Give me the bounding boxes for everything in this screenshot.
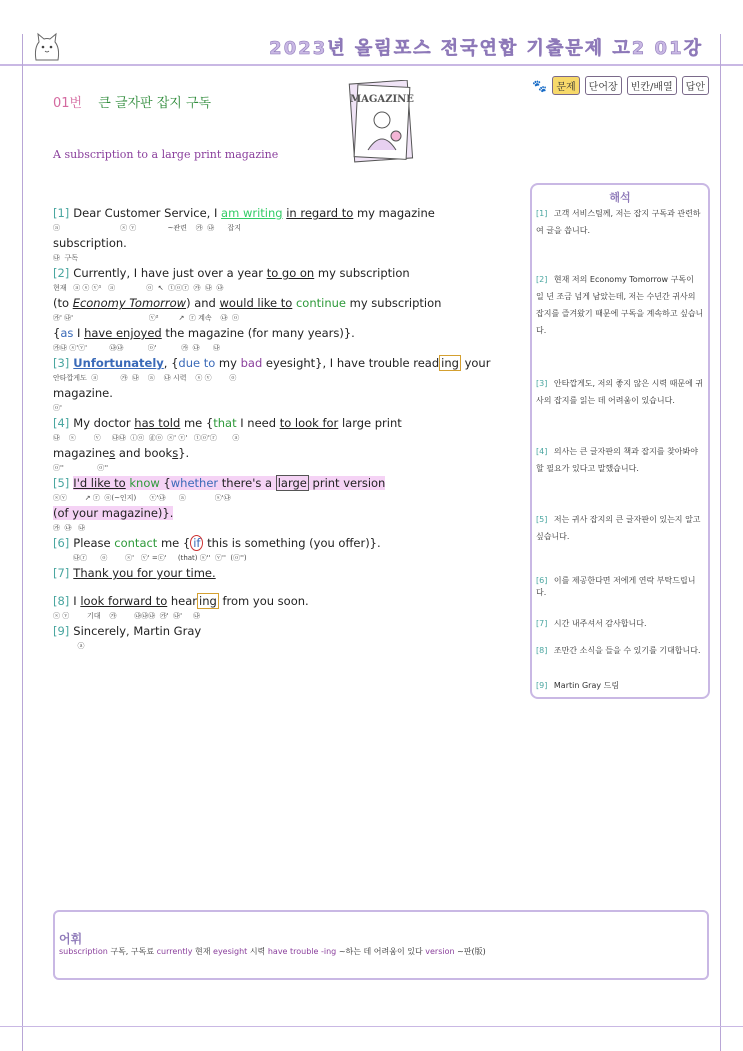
annotation-row: ㉯ⓡ ⓞ ⓢ' ⓥ' =ⓒ' (that) ⓢ'' ⓥ'' (ⓞ'') xyxy=(53,554,247,562)
sentence-1-line-2: subscription. xyxy=(53,236,127,250)
sentence-number: [4] xyxy=(53,416,70,430)
phrase-would-like-to: would like to xyxy=(219,296,293,310)
passage xyxy=(53,205,523,653)
text-span: there's a xyxy=(218,476,276,490)
annotation-row: ㉯ ⓢ ⓥ ㉯㉯ ⓘⓞ ⓓⓞ ⓢ' ⓥ' ⓣⓞ'ⓡ ⓐ xyxy=(53,434,240,442)
sentence-9-line-1 xyxy=(53,623,523,639)
translation-item xyxy=(532,677,708,694)
annotation-row: ⓞ'' ⓞ'' xyxy=(53,464,109,472)
text-span: the magazine (for many years)}. xyxy=(161,326,355,340)
translation-number: [9] xyxy=(536,681,548,690)
tab-answer[interactable]: 답안 xyxy=(682,76,709,95)
frame-bottom-rule xyxy=(0,1026,743,1027)
sentence-number: [6] xyxy=(53,536,70,550)
text-span: Please xyxy=(73,536,115,550)
translation-number: [8] xyxy=(536,646,548,655)
text-span: eyesight}, I have trouble read xyxy=(262,356,440,370)
translation-item xyxy=(532,271,708,339)
translation-item xyxy=(532,375,708,409)
phrase-has-told: has told xyxy=(134,416,181,430)
phrase-to-go-on: to go on xyxy=(266,266,315,280)
magazine-name: Economy Tomorrow xyxy=(72,296,187,310)
sentence-number: [3] xyxy=(53,356,70,370)
lesson-title-text: 큰 글자판 잡지 구독 xyxy=(98,96,212,111)
text-span: I xyxy=(73,594,81,608)
vocabulary-heading: 어휘 xyxy=(59,932,83,946)
text-span: Sincerely, Martin Gray xyxy=(73,624,202,638)
word-bad: bad xyxy=(240,356,263,370)
translation-panel xyxy=(530,183,710,699)
sentence-5-line-2 xyxy=(53,505,523,521)
word-contact: contact xyxy=(114,536,158,550)
translation-item xyxy=(532,575,708,599)
word-know: know xyxy=(129,476,160,490)
word-whether: whether xyxy=(170,476,219,490)
tab-vocab[interactable]: 단어장 xyxy=(585,76,622,95)
phrase-in-regard-to: in regard to xyxy=(286,206,354,220)
lesson-title xyxy=(53,92,211,111)
translation-text: 의사는 큰 글자판의 책과 잡지를 찾아봐야 할 필요가 있다고 말했습니다. xyxy=(536,447,698,473)
text-span: { xyxy=(53,326,61,340)
phrase-due-to: due to xyxy=(178,356,216,370)
sentence-number: [5] xyxy=(53,476,70,490)
text-span: (of your magazine)}. xyxy=(53,506,174,520)
vocab-word: have trouble -ing xyxy=(267,947,337,956)
sentence-6-line-1 xyxy=(53,535,523,551)
sentence-4-line-1 xyxy=(53,415,523,431)
text-span: Dear Customer Service, I xyxy=(73,206,222,220)
translation-text: 고객 서비스팀께, 저는 잡지 구독과 관련하여 글을 씁니다. xyxy=(536,209,701,235)
vocab-word: currently xyxy=(156,947,193,956)
phrase-id-like-to: I'd like to xyxy=(73,476,126,490)
frame-right-rule xyxy=(720,34,721,1051)
vocab-word: version xyxy=(425,947,455,956)
translation-item xyxy=(532,615,708,632)
vocab-word: subscription xyxy=(59,947,108,956)
translation-number: [1] xyxy=(536,209,548,218)
text-span: my subscription xyxy=(314,266,410,280)
translation-text: 조만간 소식을 들을 수 있기를 기대합니다. xyxy=(553,646,701,655)
text-span: , { xyxy=(163,356,179,370)
text-span: and book xyxy=(115,446,173,460)
tab-problem[interactable]: 문제 xyxy=(552,76,579,95)
translation-text: 안타깝게도, 저의 좋지 않은 시력 때문에 귀사의 잡지를 읽는 데 어려움이 있습니다. xyxy=(536,379,704,405)
suffix-ing: ing xyxy=(199,594,217,608)
translation-number: [2] xyxy=(536,275,548,284)
phrase-am-writing: am writing xyxy=(221,206,283,220)
vocab-meaning: 시력 xyxy=(249,947,266,956)
plural-s: s xyxy=(109,446,116,460)
sentence-number: [9] xyxy=(53,624,70,638)
annotation-row: ㉯ 구독 xyxy=(53,254,78,262)
paw-icon: 🐾 xyxy=(532,78,548,93)
word-as: as xyxy=(60,326,74,340)
text-span: me { xyxy=(157,536,191,550)
text-span: large print xyxy=(338,416,402,430)
text-span: this is something (you offer)}. xyxy=(203,536,381,550)
lesson-number: 01번 xyxy=(53,96,83,111)
translation-item xyxy=(532,645,708,657)
text-span: me { xyxy=(180,416,214,430)
translation-item xyxy=(532,443,708,477)
word-continue: continue xyxy=(295,296,346,310)
translation-text: 현재 저의 Economy Tomorrow 구독이 일 년 조금 넘게 남았는데, 저는 수년간 귀사의 잡지를 즐겨왔기 때문에 구독을 계속하고 싶습니다. xyxy=(536,275,704,335)
annotation-row: ㉮ ㉯ ㉯ xyxy=(53,524,86,532)
translation-text: 저는 귀사 잡지의 큰 글자판이 있는지 알고 싶습니다. xyxy=(536,515,701,541)
word-unfortunately: Unfortunately xyxy=(73,356,164,370)
annotation-row: ⓢⓥ ↗ ⓡ ⓞ(~인지) ⓥ'㉯ ⓐ ⓢ'㉯ xyxy=(53,494,231,502)
text-span: my xyxy=(215,356,241,370)
translation-number: [5] xyxy=(536,515,548,524)
sentence-1-line-1 xyxy=(53,205,523,221)
phrase-to-look-for: to look for xyxy=(279,416,339,430)
text-span: magazine xyxy=(53,446,110,460)
text-span: Thank you for your time. xyxy=(73,566,216,580)
sentence-5-line-1 xyxy=(53,475,523,491)
sentence-2-line-2 xyxy=(53,295,523,311)
translation-number: [3] xyxy=(536,379,548,388)
frame-left-rule xyxy=(22,34,23,1051)
text-span: my magazine xyxy=(353,206,435,220)
sentence-3-line-2: magazine. xyxy=(53,386,113,400)
annotation-row: ⓐ xyxy=(53,642,85,650)
lesson-subtitle: A subscription to a large print magazine xyxy=(53,148,279,161)
sentence-number: [7] xyxy=(53,566,70,580)
annotation-row: ㉮㉯ ⓢ'ⓥ' ㉯㉯ ⓞ' ㉮ ㉯ ㉯ xyxy=(53,344,221,352)
text-span: I need xyxy=(236,416,280,430)
phrase-look-forward-to: look forward to xyxy=(80,594,168,608)
magazine-illustration xyxy=(346,80,416,164)
text-span: ) and xyxy=(186,296,220,310)
text-span: My doctor xyxy=(73,416,135,430)
magazine-label: MAGAZINE xyxy=(350,94,414,105)
page-header-title: 2023년 올림포스 전국연합 기출문제 고2 01강 xyxy=(269,38,703,59)
text-span: my subscription xyxy=(345,296,442,310)
translation-number: [6] xyxy=(536,576,548,585)
annotation-row: ⓢ ⓥ 기대 ㉮ ㉯㉯㉯ ㉮' ㉯' ㉯ xyxy=(53,612,201,620)
vocab-meaning: ~하는 데 어려움이 있다 xyxy=(338,947,423,956)
tab-blank-order[interactable]: 빈칸/배열 xyxy=(627,76,677,95)
cat-logo-icon xyxy=(30,30,64,64)
text-span: print version xyxy=(308,476,386,490)
vocab-word: eyesight xyxy=(213,947,248,956)
annotation-row: 안타깝게도 ⓐ ㉮ ㉯ ⓐ ㉯ 시력 ⓢ ⓥ ⓞ xyxy=(53,374,237,382)
sentence-number: [1] xyxy=(53,206,70,220)
sentence-4-line-2 xyxy=(53,445,523,461)
translation-number: [4] xyxy=(536,447,548,456)
sentence-3-line-1 xyxy=(53,355,523,371)
translation-item xyxy=(532,205,708,239)
translation-heading: 해석 xyxy=(609,191,631,204)
translation-text: 이를 제공한다면 저에게 연락 부탁드립니다. xyxy=(536,576,696,597)
sentence-2-line-1 xyxy=(53,265,523,281)
sentence-8-line-1 xyxy=(53,593,523,609)
vocabulary-list xyxy=(59,946,486,957)
vocabulary-panel xyxy=(53,910,709,980)
word-if: if xyxy=(190,535,203,551)
translation-number: [7] xyxy=(536,619,548,628)
text-span: I xyxy=(73,326,85,340)
text-span: your xyxy=(460,356,491,370)
sentence-number: [2] xyxy=(53,266,70,280)
vocab-meaning: 현재 xyxy=(195,947,211,956)
phrase-have-enjoyed: have enjoyed xyxy=(84,326,162,340)
text-span: from you soon. xyxy=(218,594,309,608)
frame-top-rule xyxy=(0,64,743,66)
vocab-meaning: ~판(版) xyxy=(457,947,486,956)
translation-item xyxy=(532,511,708,545)
text-span: }. xyxy=(178,446,190,460)
text-span: Currently, I have just over a year xyxy=(73,266,267,280)
annotation-row: ㉮' ㉯' ⓥ² ↗ ⓡ 계속 ㉯ ⓞ xyxy=(53,314,239,322)
annotation-row: 현재 ⓐ ⓢ ⓥ¹ ⓐ ⓞ ↖ ⓣⓞⓡ ㉮ ㉯ ㉯ xyxy=(53,284,224,292)
text-span: { xyxy=(159,476,171,490)
word-that: that xyxy=(213,416,237,430)
translation-text: 시간 내주셔서 감사합니다. xyxy=(553,619,647,628)
plural-s: s xyxy=(172,446,179,460)
text-span: (to xyxy=(53,296,73,310)
annotation-row: ⓐ ⓢ ⓥ ~관련 ㉮ ㉯ 잡지 xyxy=(53,224,242,232)
sentence-number: [8] xyxy=(53,594,70,608)
vocab-meaning: 구독, 구독료 xyxy=(110,947,155,956)
word-large: large xyxy=(277,476,307,490)
tab-bar xyxy=(532,76,709,95)
sentence-7-line-1 xyxy=(53,565,523,581)
annotation-row: ⓞ' xyxy=(53,404,62,412)
sentence-2-line-3 xyxy=(53,325,523,341)
suffix-ing: ing xyxy=(441,356,459,370)
translation-text: Martin Gray 드림 xyxy=(553,681,620,690)
text-span: hear xyxy=(167,594,198,608)
